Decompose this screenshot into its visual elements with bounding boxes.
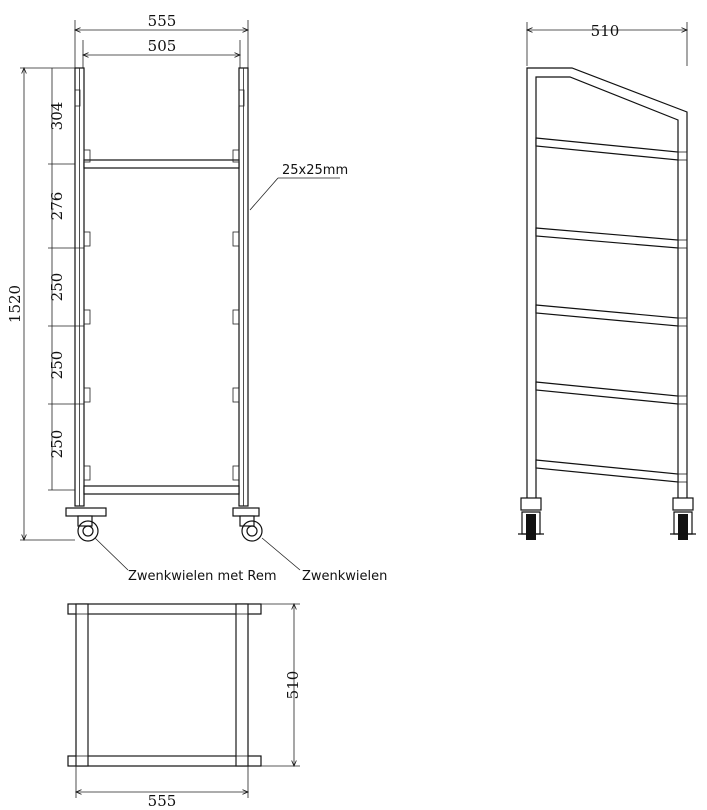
front-view [6, 12, 387, 584]
vertical-dimensions [6, 68, 84, 540]
bottom-crossbar [84, 486, 239, 494]
side-caster-right [670, 498, 696, 540]
top-view-back-rail [68, 756, 261, 766]
top-view [68, 604, 302, 810]
tube-annotation [250, 163, 348, 210]
dim-250c-label: 250 [48, 429, 66, 459]
side-caster-left [518, 498, 544, 540]
top-depth-label: 510 [284, 670, 302, 700]
shelf-brackets [75, 90, 244, 480]
top-view-front-rail [68, 604, 261, 614]
side-depth-label: 510 [590, 22, 620, 40]
caster-brake-label: Zwenkwielen met Rem [128, 569, 277, 584]
dim-250b-label: 250 [48, 350, 66, 380]
dim-276-label: 276 [48, 191, 66, 221]
dimension-depth-top [261, 604, 302, 766]
caster-label: Zwenkwielen [302, 569, 388, 584]
dimension-depth-side [527, 22, 687, 66]
top-view-right-rail [236, 604, 248, 766]
dimension-width-top [76, 766, 248, 810]
top-view-left-rail [76, 604, 88, 766]
side-shelves [536, 138, 687, 482]
caster-brake [66, 508, 128, 570]
dim-304-label: 304 [48, 101, 66, 131]
side-view [518, 22, 696, 540]
side-frame [527, 68, 687, 506]
top-crossbar [84, 160, 239, 168]
dim-505-label: 505 [147, 37, 177, 55]
dim-250a-label: 250 [48, 272, 66, 302]
dim-555-label: 555 [147, 12, 177, 30]
tube-size-label: 25x25mm [282, 163, 349, 178]
top-width-label: 555 [147, 792, 177, 810]
dim-1520-label: 1520 [6, 284, 24, 324]
dimension-width-inner [83, 37, 240, 68]
caster [233, 508, 300, 570]
